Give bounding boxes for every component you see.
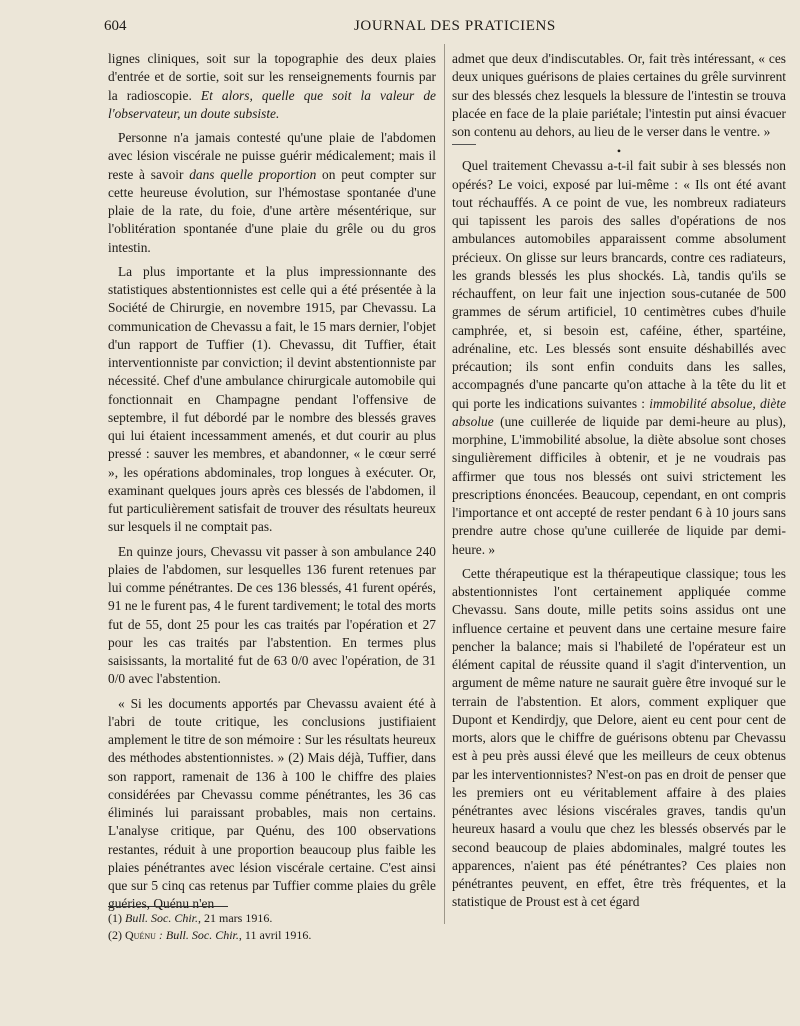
footnote-2 (108, 927, 438, 943)
text-run: Quel traitement Chevassu a-t-il fait subir à ses blessés non opérés? Le voici, exposé par lui-même : « Ils ont été avant tout réchauffés. A ce point de vue, les nombreux radiateurs qui tapissent les parois des salles d'opérations de nos ambulances automobiles apparaissent comme absolument précieux. On glisse sur leurs brancards, contre ces radiateurs, les grands blessés les plus shockés. Là, tandis qu'ils se réchauffent, on leur fait une injection sous-cutanée de 500 grammes de sérum artificiel, 10 centimètres cubes d'huile camphrée, et, si besoin est, caféine, éther, spartéine, adrénaline, etc. Les blessés sont ensuite déshabillés avec précaution; ils sont enfin conduits dans les salles, accompagnés d'une pancarte qu'on attache à la tête du lit et qui porte les indications suivantes : (452, 158, 786, 411)
right-column (452, 50, 786, 912)
italic-run: immobilité absolue, diète absolue (452, 395, 787, 429)
text-run: on peut compter sur cette heureuse évolution, sur l'hémostase spontanée d'une plaie de la rate, du foie, d'une artère mésentérique, sur l'oblitération spontanée d'une plaie du grêle ou du gros intestin. (108, 166, 437, 255)
text-run: En quinze jours, Chevassu vit passer à son ambulance 240 plaies de l'abdomen, sur lesquelles 136 furent retenues par lui comme pénétrantes. De ces 136 blessés, 41 furent opérés, 91 ne le furent pas, 4 le furent tardivement; le total des morts fut de 55, dont 25 pour les cas traités par l'opération et 27 pour les cas traités par l'abstention. En termes plus saisissants, la mortalité fut de 63 0/0 avec l'opération, de 31 0/0 avec l'abstention. (108, 543, 436, 687)
right-column-bottom (452, 157, 786, 911)
italic-run: Et alors, quelle que soit la valeur de l'observateur, un doute subsiste. (108, 87, 436, 121)
column-divider (444, 44, 445, 924)
text-run: (une cuillerée de liquide par demi-heure au plus), morphine, L'immobilité absolue, la diète absolue sont choses singulièrement difficiles à obtenir, et je ne voudrais pas affirmer que tous nos blessés ont suivi strictement les prescriptions énoncées. Beaucoup, cependant, en ont compris l'importance et ont accepté de rester pendant 6 à 10 jours sans prendre autre chose qu'une cuillerée de liquide par demi-heure. » (452, 413, 786, 557)
text-run: « Si les documents apportés par Chevassu avaient été à l'abri de toute critique, les conclusions justifiaient amplement le titre de son mémoire : Sur les résultats heureux des méthodes abstentionnistes. » (2) Mais déjà, Tuffier, dans son rapport, ramenait de 136 à 100 le chiffre des plaies considérées par Chevassu comme pénétrantes, les 36 cas éliminés lui paraissant probables, mais non certains. L'analyse critique, par Quénu, des 100 observations restantes, réduit à une proportion beaucoup plus faible les plaies pénétrantes avec lésion viscérale certaine. C'est ainsi que sur 5 cinq cas retenus par Tuffier comme plaies du grêle guéries, Quénu n'en (108, 695, 436, 912)
text-run: Cette thérapeutique est la thérapeutique classique; tous les abstentionnistes l'ont certainement appliquée comme Chevassu. Sans doute, mille petits soins assidus ont une influence certaine et peuvent dans une certaine mesure faire pencher la balance; mais si l'habileté de l'opérateur est un élément capital de réussite quand il s'agit d'intervention, un argument de même nature ne saurait guère être invoqué sur le terrain de l'abstention. Et alors, comment expliquer que Dupont et Kendirdjy, que Delore, aient eu cent pour cent de morts, alors que le chiffre de guérisons obtenu par Chevassu est à peu près aussi élevé que les meilleurs de ceux obtenus par les interventionnistes? N'est-on pas en droit de penser que les premiers ont eu véritablement affaire à des plaies pénétrantes avec lésions viscérales graves, tandis qu'un heureux hasard a voulu que chez les blessés observés par le second beaucoup de plaies abdominales, malgré toutes les apparences, n'aient pas été pénétrantes? Ces plaies non pénétrantes peuvent, en effet, être très fréquentes, et la statistique de Proust est à cet égard (452, 565, 786, 910)
footnote-mark: (1) (108, 911, 122, 925)
section-rule (452, 144, 476, 145)
text-run: lignes cliniques, soit sur la topographie des deux plaies d'entrée et de sortie, soit sur les renseignements fournis par la radioscopie. (108, 51, 436, 103)
footnote-1 (108, 910, 438, 926)
text-run: Personne n'a jamais contesté qu'une plaie de l'abdomen avec lésion viscérale ne puisse guérir médicalement; mais il reste à savoir (108, 130, 436, 182)
page-header (104, 14, 794, 38)
running-title: JOURNAL DES PRATICIENS (354, 18, 556, 34)
italic-run: dans quelle proportion (189, 166, 317, 182)
paragraph (108, 263, 436, 537)
paragraph (452, 565, 786, 912)
paragraph (108, 129, 436, 257)
section-dot: • (616, 144, 622, 159)
paragraph (108, 543, 436, 689)
paragraph (108, 50, 436, 123)
text-run: La plus importante et la plus impressionnante des statistiques abstentionnistes est celle qui a été présentée à la Société de Chirurgie, en novembre 1915, par Chevassu. La communication de Chevassu a fait, le 15 mars dernier, l'objet d'un rapport de Tuffier (1). Chevassu, dit Tuffier, était interventionniste par conviction; il devint abstentionniste par nécessité. Chef d'une ambulance chirurgicale automobile qui fonctionnait en Champagne pendant l'offensive de septembre, il fut débordé par le nombre des blessés graves qui lui étaient incessamment amenés, et dut courir au plus pressé : sauver les membres, et abandonner, « le cœur serré », les opérations abdominales, trop longues à exécuter. Or, examinant quelques jours après ces blessés de l'abdomen, il fut particulièrement satisfait de trouver des résultats heureux sur lesquels il ne comptait pas. (108, 263, 436, 535)
right-column-top (452, 50, 786, 141)
text-run: admet que deux d'indiscutables. Or, fait très intéressant, « ces deux uniques guérisons de plaies certaines du grêle survinrent sur des blessés chez lesquels la blessure de l'intestin se trouva placée en face de la plaie pariétale; l'intestin put ainsi évacuer son contenu au dehors, au lieu de le verser dans le ventre. » (452, 51, 786, 139)
paragraph (452, 50, 786, 141)
footnote-source: : Bull. Soc. Chir. (155, 928, 239, 942)
footnote-date: , 11 avril 1916. (238, 928, 312, 942)
footnote-source: Bull. Soc. Chir. (125, 911, 199, 925)
footnote-date: , 21 mars 1916. (198, 911, 273, 925)
left-column (108, 50, 436, 914)
footnote-author: Quénu (125, 928, 156, 942)
page-number: 604 (104, 18, 127, 34)
footnote-rule (108, 906, 228, 907)
paragraph (452, 157, 786, 559)
footnote-mark: (2) (108, 928, 122, 942)
paragraph (108, 695, 436, 914)
